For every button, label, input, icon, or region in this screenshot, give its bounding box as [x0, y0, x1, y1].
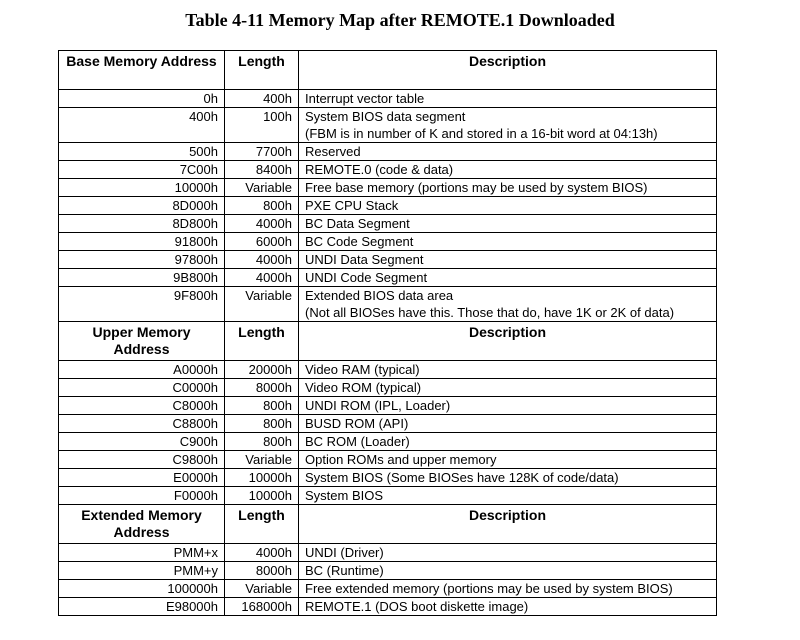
address-cell: 100000h: [59, 580, 225, 598]
address-cell: PMM+y: [59, 562, 225, 580]
length-cell: 168000h: [225, 598, 299, 616]
description-text: System BIOS (Some BIOSes have 128K of code/data): [305, 470, 619, 485]
length-cell: 4000h: [225, 251, 299, 269]
table-row: [59, 397, 717, 415]
description-text: Interrupt vector table: [305, 91, 425, 106]
length-cell: 7700h: [225, 143, 299, 161]
length-cell: Variable: [225, 451, 299, 469]
address-cell: 97800h: [59, 251, 225, 269]
table-row: [59, 179, 717, 197]
description-text: UNDI ROM (IPL, Loader): [305, 398, 451, 413]
section-header-row: [59, 322, 717, 361]
description-text: Extended BIOS data area: [305, 288, 454, 303]
description-cell: [299, 361, 717, 379]
address-cell: E0000h: [59, 469, 225, 487]
description-text: BC Code Segment: [305, 234, 414, 249]
header-address: Upper Memory Address: [59, 322, 225, 361]
description-text: Reserved: [305, 144, 361, 159]
table-row: [59, 580, 717, 598]
address-cell: 7C00h: [59, 161, 225, 179]
length-cell: 8000h: [225, 379, 299, 397]
length-cell: 8000h: [225, 562, 299, 580]
table-row: [59, 269, 717, 287]
length-cell: 4000h: [225, 544, 299, 562]
address-cell: 10000h: [59, 179, 225, 197]
description-cell: [299, 233, 717, 251]
length-cell: 800h: [225, 415, 299, 433]
description-cell: [299, 269, 717, 287]
description-cell: [299, 379, 717, 397]
length-cell: Variable: [225, 580, 299, 598]
description-text: REMOTE.1 (DOS boot diskette image): [305, 599, 529, 614]
description-cell: [299, 544, 717, 562]
address-cell: 8D800h: [59, 215, 225, 233]
length-cell: 10000h: [225, 469, 299, 487]
table-row: [59, 233, 717, 251]
address-cell: 91800h: [59, 233, 225, 251]
length-cell: 10000h: [225, 487, 299, 505]
address-cell: C900h: [59, 433, 225, 451]
length-cell: 6000h: [225, 233, 299, 251]
memory-map-table: [58, 50, 717, 616]
description-text: BC ROM (Loader): [305, 434, 410, 449]
address-cell: 9F800h: [59, 287, 225, 322]
table-row: [59, 143, 717, 161]
header-length: Length: [225, 505, 299, 544]
table-row: [59, 433, 717, 451]
header-description: Description: [299, 51, 717, 90]
header-description: Description: [299, 322, 717, 361]
table-row: [59, 161, 717, 179]
table-row: [59, 469, 717, 487]
length-cell: Variable: [225, 179, 299, 197]
table-row: [59, 108, 717, 143]
description-cell: [299, 451, 717, 469]
description-text: BC (Runtime): [305, 563, 384, 578]
description-cell: [299, 215, 717, 233]
description-text: UNDI Code Segment: [305, 270, 428, 285]
description-cell: [299, 143, 717, 161]
address-cell: F0000h: [59, 487, 225, 505]
description-cell: [299, 487, 717, 505]
address-cell: 400h: [59, 108, 225, 143]
address-cell: 500h: [59, 143, 225, 161]
description-cell: [299, 469, 717, 487]
description-text: BUSD ROM (API): [305, 416, 409, 431]
table-row: [59, 379, 717, 397]
description-cell: [299, 90, 717, 108]
length-cell: 20000h: [225, 361, 299, 379]
table-row: [59, 487, 717, 505]
address-cell: C0000h: [59, 379, 225, 397]
section-header-row: [59, 51, 717, 90]
description-cell: [299, 179, 717, 197]
length-cell: 8400h: [225, 161, 299, 179]
length-cell: 4000h: [225, 215, 299, 233]
description-text: UNDI (Driver): [305, 545, 384, 560]
table-row: [59, 215, 717, 233]
description-cell: [299, 598, 717, 616]
section-header-row: [59, 505, 717, 544]
description-text: System BIOS data segment: [305, 109, 466, 124]
description-text: UNDI Data Segment: [305, 252, 424, 267]
address-cell: 0h: [59, 90, 225, 108]
table-row: [59, 415, 717, 433]
description-cell: [299, 580, 717, 598]
description-cell: [299, 433, 717, 451]
address-cell: 8D000h: [59, 197, 225, 215]
header-length: Length: [225, 322, 299, 361]
description-text: Free extended memory (portions may be used by system BIOS): [305, 581, 673, 596]
description-cell: [299, 161, 717, 179]
table-row: [59, 451, 717, 469]
table-row: [59, 197, 717, 215]
table-title: Table 4-11 Memory Map after REMOTE.1 Downloaded: [185, 10, 615, 30]
table-row: [59, 90, 717, 108]
address-cell: PMM+x: [59, 544, 225, 562]
length-cell: 800h: [225, 397, 299, 415]
header-description: Description: [299, 505, 717, 544]
table-row: [59, 287, 717, 322]
header-address: Base Memory Address: [59, 51, 225, 90]
header-length: Length: [225, 51, 299, 90]
length-cell: 4000h: [225, 269, 299, 287]
length-cell: Variable: [225, 287, 299, 322]
table-row: [59, 598, 717, 616]
description-text: BC Data Segment: [305, 216, 410, 231]
address-cell: 9B800h: [59, 269, 225, 287]
description-text: Video RAM (typical): [305, 362, 420, 377]
description-note: (Not all BIOSes have this. Those that do, have 1K or 2K of data): [305, 305, 675, 320]
length-cell: 800h: [225, 433, 299, 451]
length-cell: 800h: [225, 197, 299, 215]
header-address: Extended Memory Address: [59, 505, 225, 544]
table-row: [59, 251, 717, 269]
table-row: [59, 562, 717, 580]
table-row: [59, 361, 717, 379]
description-text: REMOTE.0 (code & data): [305, 162, 454, 177]
description-cell: [299, 415, 717, 433]
description-text: PXE CPU Stack: [305, 198, 399, 213]
address-cell: C8800h: [59, 415, 225, 433]
description-cell: [299, 562, 717, 580]
address-cell: C9800h: [59, 451, 225, 469]
description-cell: [299, 108, 717, 143]
description-text: System BIOS: [305, 488, 384, 503]
length-cell: 400h: [225, 90, 299, 108]
table-row: [59, 544, 717, 562]
description-note: (FBM is in number of K and stored in a 16-bit word at 04:13h): [305, 126, 658, 141]
description-text: Video ROM (typical): [305, 380, 422, 395]
address-cell: A0000h: [59, 361, 225, 379]
address-cell: E98000h: [59, 598, 225, 616]
description-cell: [299, 197, 717, 215]
length-cell: 100h: [225, 108, 299, 143]
description-cell: [299, 397, 717, 415]
description-text: Free base memory (portions may be used by system BIOS): [305, 180, 648, 195]
description-cell: [299, 287, 717, 322]
description-cell: [299, 251, 717, 269]
description-text: Option ROMs and upper memory: [305, 452, 497, 467]
address-cell: C8000h: [59, 397, 225, 415]
